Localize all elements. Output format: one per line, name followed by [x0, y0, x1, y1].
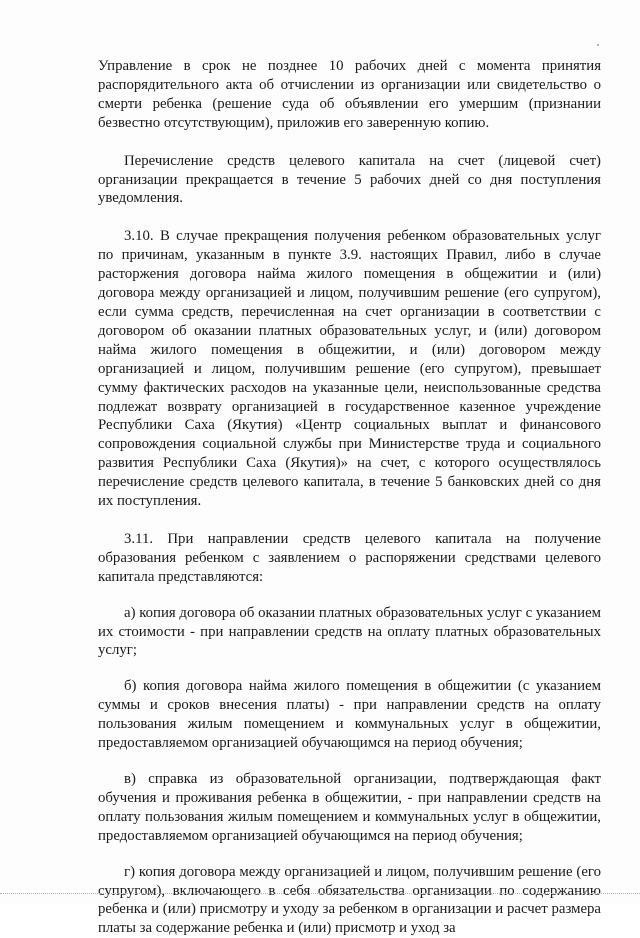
list-item-v: в) справка из образовательной организации, подтверждающая факт обучения и проживания ребенка в общежитии, - при направлении средств на оплату пользования жилым помещением и коммунальных услуг в общежитии, предоставляемом организацией обучающимся на период обучения;	[98, 771, 601, 844]
paragraph-gap	[98, 660, 601, 677]
paragraph-3-10: 3.10. В случае прекращения получения ребенком образовательных услуг по причинам, указанным в пункте 3.9. настоящих Правил, либо в случае расторжения договора найма жилого помещения в общежитии и (или) договора между организацией и лицом, получившим решение (его супругом), если сумма средств, перечисленная на счет организации в соответствии с договором об оказании платных образовательных услуг, и (или) договором найма жилого помещения в общежитии, и (или) договором между организацией и лицом, получившим решение (его супругом), превышает сумму фактических расходов на указанные цели, неиспользованные средства подлежат возврату организацией в государственное казенное учреждение Республики Саха (Якутия) «Центр социальных выплат и финансового сопровождения социальной службы при Министерстве труда и социального развития Республики Саха (Якутия)» на счет, с которого осуществлялось перечисление средств целевого капитала, в течение 5 банковских дней со дня их поступления.	[98, 228, 601, 510]
paragraph-gap	[98, 846, 601, 863]
document-body	[98, 57, 601, 938]
paragraph-gap	[98, 753, 601, 770]
paragraph-gap	[98, 587, 601, 604]
scan-bottom-edge	[0, 893, 640, 894]
paragraph-gap	[98, 511, 601, 530]
paragraph-continuation: Управление в срок не позднее 10 рабочих дней с момента принятия распорядительного акта об отчислении из организации или свидетельство о смерти ребенка (решение суда об объявлении его умершим (признании безвестно отсутствующим), приложив его заверенную копию.	[98, 58, 601, 131]
paragraph-transfer-termination: Перечисление средств целевого капитала на счет (лицевой счет) организации прекращается в течение 5 рабочих дней со дня поступления уведомления.	[98, 152, 601, 207]
list-item-b: б) копия договора найма жилого помещения в общежитии (с указанием суммы и сроков внесения платы) - при направлении средств на оплату пользования жилым помещением и коммунальных услуг в общежитии, предоставляемом организацией обучающимся на период обучения;	[98, 678, 601, 752]
paragraph-gap	[98, 133, 601, 152]
paragraph-gap	[98, 208, 601, 227]
scan-speck	[597, 44, 599, 46]
paragraph-3-11: 3.11. При направлении средств целевого капитала на получение образования ребенком с заявлением о распоряжении средствами целевого капитала представляются:	[98, 530, 601, 585]
list-item-a: а) копия договора об оказании платных образовательных услуг с указанием их стоимости - при направлении средств на оплату платных образовательных услуг;	[98, 604, 601, 659]
list-item-g: г) копия договора между организацией и лицом, получившим решение (его супругом), включающего в себя обязательства организации по содержанию ребенка и (или) присмотру и уходу за ребенком в организации и расчет размера платы за содержание ребенка и (или) присмотр и уход за	[98, 863, 601, 937]
